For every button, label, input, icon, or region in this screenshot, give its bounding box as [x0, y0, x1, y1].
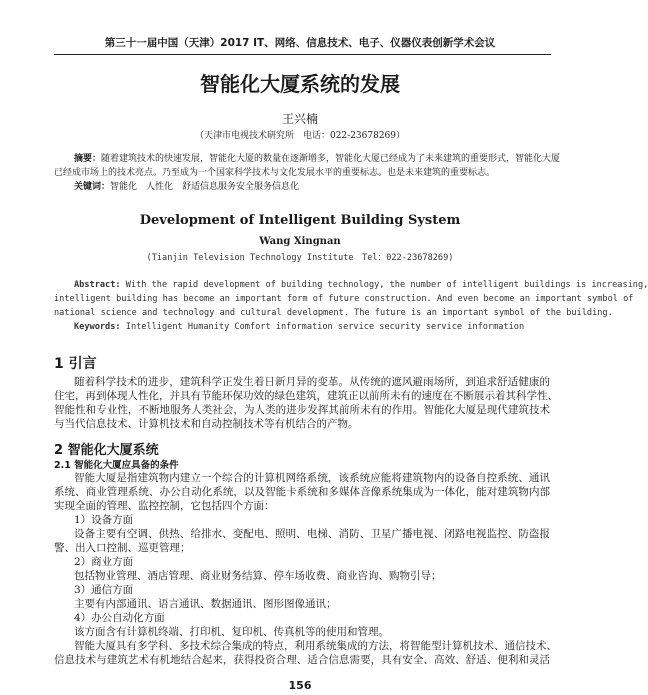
abstract-en-line: intelligent building has become an important form of future construction. And even become an important symbol of: [54, 294, 634, 304]
abstract-cn-line: 摘要：随着建筑技术的快速发展，智能化大厦的数量在逐渐增多，智能化大厦已经成为了未来建筑的重要形式，智能化大厦: [74, 154, 561, 164]
body-line: 系统、商业管理系统、办公自动化系统，以及智能卡系统和多媒体音像系统集成为一体化，能对建筑物内部: [54, 486, 550, 498]
body-line: 该方面含有计算机终端、打印机、复印机、传真机等的使用和管理。: [74, 626, 389, 638]
body-line: 智能性和专业性，不断地服务人类社会，为人类的进步发挥其前所未有的作用。智能化大厦是现代建筑技术: [54, 404, 550, 416]
body-line: 主要有内部通讯、语言通讯、数据通讯、图形图像通讯；: [74, 598, 337, 610]
keywords-en: Keywords: Intelligent Humanity Comfort information service security service information: [74, 322, 525, 332]
author-cn: 王兴楠: [281, 112, 318, 126]
abstract-en-line: Abstract: With the rapid development of building technology, the number of intelligent buildings is increasing,: [74, 280, 648, 290]
body-line: 包括物业管理、酒店管理、商业财务结算、停车场收费、商业咨询、购物引导；: [74, 570, 442, 582]
body-line: 住宅，再到体现人性化，并具有节能环保功效的绿色建筑，建筑正以前所未有的速度在不断展示着其科学性、: [54, 390, 558, 402]
affiliation-cn: （天津市电视技术研究所 电话：022-23678269）: [194, 131, 406, 141]
abstract-cn-label: 摘要：: [74, 154, 102, 164]
body-line: 信息技术与建筑艺术有机地结合起来，获得投资合理、适合信息需要，具有安全、高效、舒适、便利和灵活: [54, 654, 550, 666]
section-1-heading: 1 引言: [54, 356, 97, 372]
subsection-2-1-heading: 2.1 智能化大厦应具备的条件: [54, 460, 179, 471]
abstract-en-line: national science and technology and cultural development. The future is an important symbol of the building.: [54, 308, 613, 318]
author-en: Wang Xingnan: [259, 236, 341, 247]
section-2-heading: 2 智能化大厦系统: [54, 443, 159, 458]
body-line: 警、出入口控制、巡更管理；: [54, 542, 191, 554]
body-line: 实现全面的管理、监控控制，它包括四个方面：: [54, 500, 275, 512]
body-line: 设备主要有空调、供热、给排水、变配电、照明、电梯、消防、卫星广播电视、闭路电视监控、防盗报: [74, 528, 550, 540]
list-heading: 2）商业方面: [74, 556, 134, 568]
page-number: 156: [288, 679, 312, 692]
header-rule: [54, 54, 551, 55]
running-header: 第三十一届中国（天津）2017 IT、网络、信息技术、电子、仪器仪表创新学术会议: [104, 37, 496, 49]
paper-title-en: Development of Intelligent Building System: [139, 213, 461, 228]
body-line: 智能大厦是指建筑物内建立一个综合的计算机网络系统，该系统应能将建筑物内的设备自控系统、通讯: [74, 472, 550, 484]
paper-title-cn: 智能化大厦系统的发展: [200, 72, 400, 96]
keywords-cn: 关键词：智能化 人性化 舒适信息服务安全服务信息化: [74, 182, 300, 192]
list-heading: 3）通信方面: [74, 584, 134, 596]
abstract-en-label: Abstract:: [74, 280, 121, 290]
body-line: 智能大厦具有多学科、多技术综合集成的特点，利用系统集成的方法，将智能型计算机技术、通信技术、: [74, 640, 557, 652]
body-line: 与当代信息技术、计算机技术和自动控制技术等有机结合的产物。: [54, 418, 359, 430]
list-heading: 4）办公自动化方面: [74, 612, 165, 624]
affiliation-en: (Tianjin Television Technology Institute Tel：022-23678269): [146, 253, 454, 263]
abstract-cn-line: 已经成市场上的技术亮点。乃至成为一个国家科学技术与文化发展水平的重要标志。也是未来建筑的重要标志。: [54, 168, 496, 178]
list-heading: 1）设备方面: [74, 514, 134, 526]
body-line: 随着科学技术的进步，建筑科学正发生着日新月异的变革。从传统的遮风避雨场所，到追求舒适健康的: [74, 376, 550, 388]
